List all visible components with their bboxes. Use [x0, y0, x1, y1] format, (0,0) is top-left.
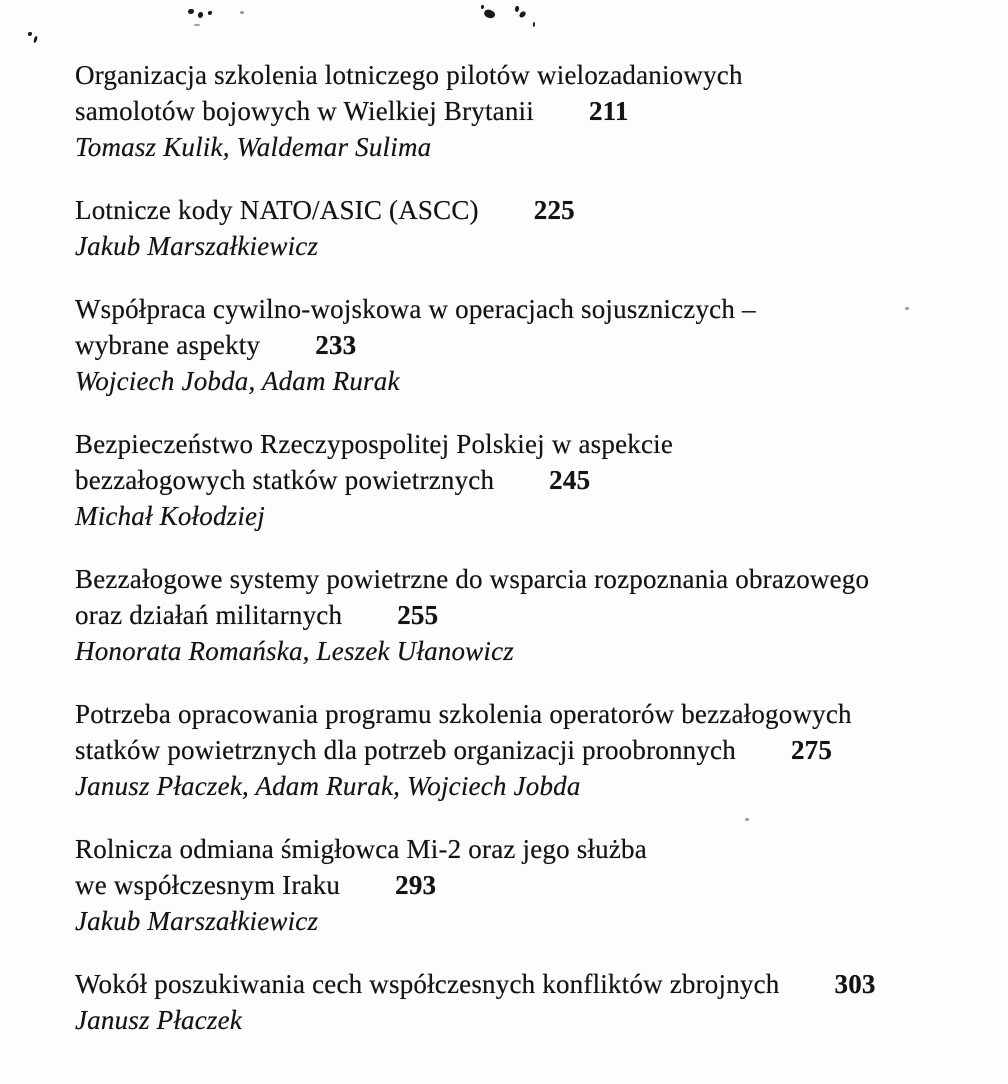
scan-speck [481, 5, 484, 9]
entry-authors: Jakub Marszałkiewicz [75, 231, 319, 261]
toc-entry [75, 696, 978, 804]
entry-title [75, 57, 978, 129]
entry-title-line: Lotnicze kody NATO/ASIC (ASCC) [75, 195, 479, 225]
scan-speck [198, 12, 203, 18]
entry-title-line: oraz działań militarnych [75, 600, 343, 630]
scan-speck [515, 6, 519, 12]
page-number: 255 [397, 600, 439, 630]
entry-title-line: Wokół poszukiwania cech współczesnych konfliktów zbrojnych [75, 969, 780, 999]
toc-entry [75, 426, 978, 534]
entry-authors: Wojciech Jobda, Adam Rurak [75, 366, 400, 396]
scan-speck [745, 818, 749, 821]
entry-title-line: Organizacja szkolenia lotniczego pilotów wielozadaniowych [75, 60, 743, 90]
toc-entry [75, 831, 978, 939]
scan-speck [188, 9, 194, 14]
entry-title-line: Potrzeba opracowania programu szkolenia operatorów bezzałogowych [75, 699, 852, 729]
toc-entry [75, 57, 978, 165]
entry-title-line: Rolnicza odmiana śmigłowca Mi-2 oraz jego służba [75, 834, 647, 864]
toc-entry [75, 192, 978, 264]
entry-title [75, 426, 978, 498]
scan-speck [194, 24, 200, 26]
entry-authors: Janusz Płaczek, Adam Rurak, Wojciech Jobda [75, 771, 581, 801]
scan-speck [518, 10, 526, 19]
page-number: 275 [790, 735, 833, 765]
entry-title [75, 291, 978, 363]
toc-entry [75, 561, 978, 669]
entry-title [75, 561, 978, 633]
scan-speck [533, 22, 535, 27]
scan-speck [28, 32, 32, 36]
page-number: 293 [395, 870, 437, 900]
entry-authors: Jakub Marszałkiewicz [75, 906, 319, 936]
scan-speck [208, 11, 212, 15]
entry-title-line: statków powietrznych dla potrzeb organizacji proobronnych [75, 735, 736, 765]
entry-title-line: Współpraca cywilno-wojskowa w operacjach sojuszniczych – [75, 294, 756, 324]
page-number: 303 [834, 969, 876, 999]
toc-entry [75, 966, 978, 1038]
entry-title [75, 696, 978, 768]
entry-title-line: wybrane aspekty [75, 330, 261, 360]
entry-title-line: samolotów bojowych w Wielkiej Brytanii [75, 96, 534, 126]
page-number: 245 [549, 465, 591, 495]
entry-title-line: bezzałogowych statków powietrznych [75, 465, 495, 495]
entry-title [75, 966, 978, 1002]
entry-title [75, 831, 978, 903]
entry-title [75, 192, 978, 228]
entry-authors: Michał Kołodziej [75, 501, 265, 531]
scan-speck [483, 8, 496, 20]
entry-title-line: Bezpieczeństwo Rzeczypospolitej Polskiej w aspekcie [75, 429, 674, 459]
page-number: 211 [588, 96, 629, 126]
toc-entry [75, 291, 978, 399]
page-number: 225 [533, 195, 575, 225]
entry-title-line: we współczesnym Iraku [75, 870, 341, 900]
entry-authors: Tomasz Kulik, Waldemar Sulima [75, 132, 432, 162]
page-number: 233 [315, 330, 357, 360]
entry-authors: Honorata Romańska, Leszek Ułanowicz [75, 636, 514, 666]
entry-title-line: Bezzałogowe systemy powietrzne do wsparcia rozpoznania obrazowego [75, 564, 870, 594]
scan-speck [33, 36, 38, 44]
entry-authors: Janusz Płaczek [75, 1005, 243, 1035]
scan-speck [240, 11, 244, 14]
